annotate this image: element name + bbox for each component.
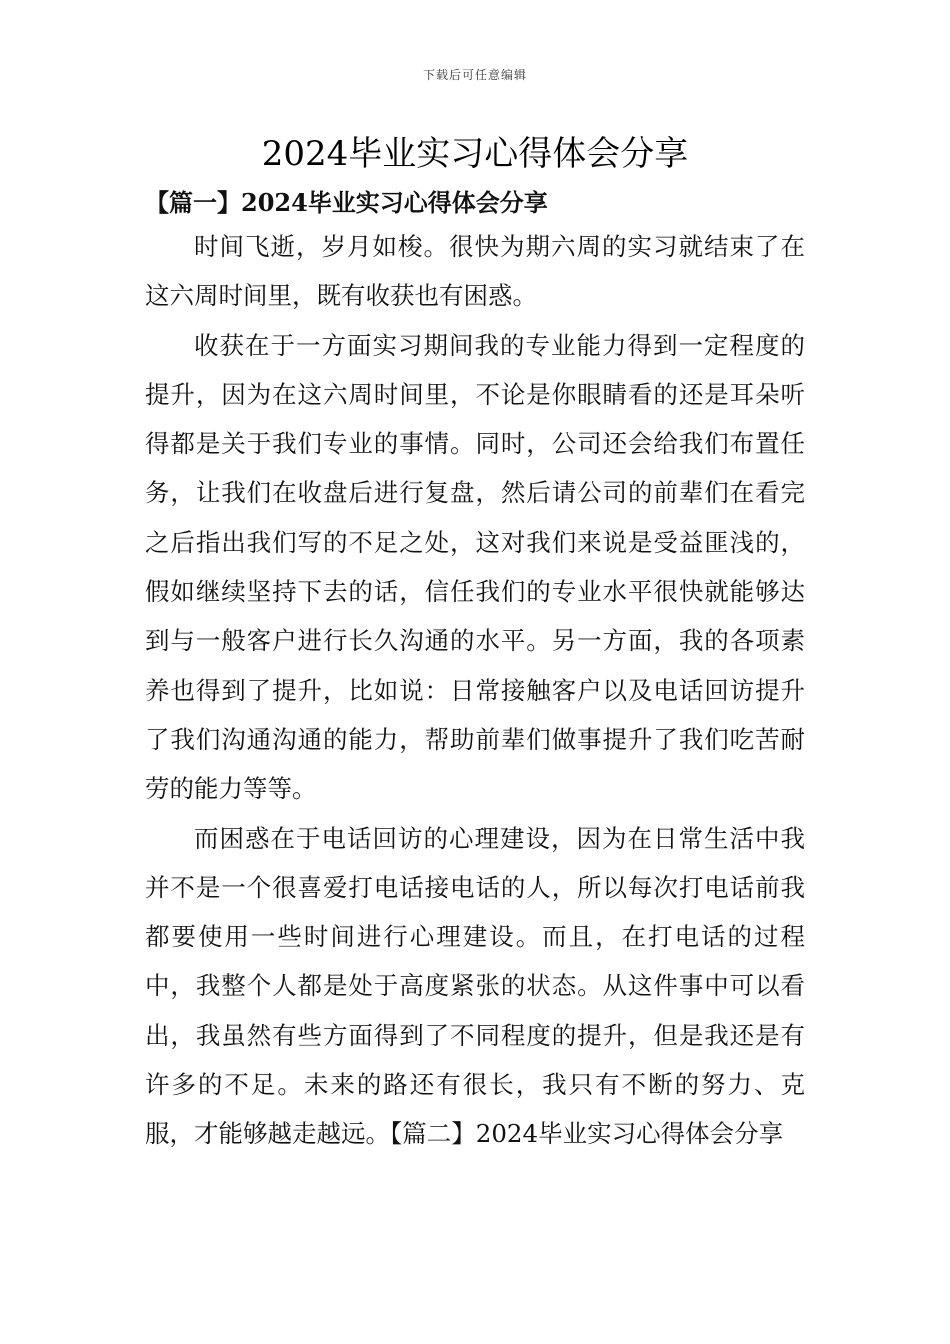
paragraph-1: 时间飞逝，岁月如梭。很快为期六周的实习就结束了在这六周时间里，既有收获也有困惑。 bbox=[145, 232, 805, 311]
section-heading: 【篇一】2024毕业实习心得体会分享 bbox=[145, 188, 548, 217]
header-note: 下载后可任意编辑 bbox=[422, 68, 527, 82]
body-text bbox=[145, 222, 805, 1159]
document-title: 2024毕业实习心得体会分享 bbox=[261, 134, 689, 174]
paragraph-3: 而困惑在于电话回访的心理建设，因为在日常生活中我并不是一个很喜爱打电话接电话的人，所以每次打电话前我都要使用一些时间进行心理建设。而且，在打电话的过程中，我整个人都是处于高度紧张的状态。从这件事中可以看出，我虽然有些方面得到了不同程度的提升，但是我还是有许多的不足。未来的路还有很长，我只有不断的努力、克服，才能够越走越远。【篇二】2024毕业实习心得体会分享 bbox=[145, 823, 805, 1149]
paragraph-2: 收获在于一方面实习期间我的专业能力得到一定程度的提升，因为在这六周时间里，不论是你眼睛看的还是耳朵听得都是关于我们专业的事情。同时，公司还会给我们布置任务，让我们在收盘后进行复盘，然后请公司的前辈们在看完之后指出我们写的不足之处，这对我们来说是受益匪浅的，假如继续坚持下去的话，信任我们的专业水平很快就能够达到与一般客户进行长久沟通的水平。另一方面，我的各项素养也得到了提升，比如说：日常接触客户以及电话回访提升了我们沟通沟通的能力，帮助前辈们做事提升了我们吃苦耐劳的能力等等。 bbox=[145, 330, 805, 804]
